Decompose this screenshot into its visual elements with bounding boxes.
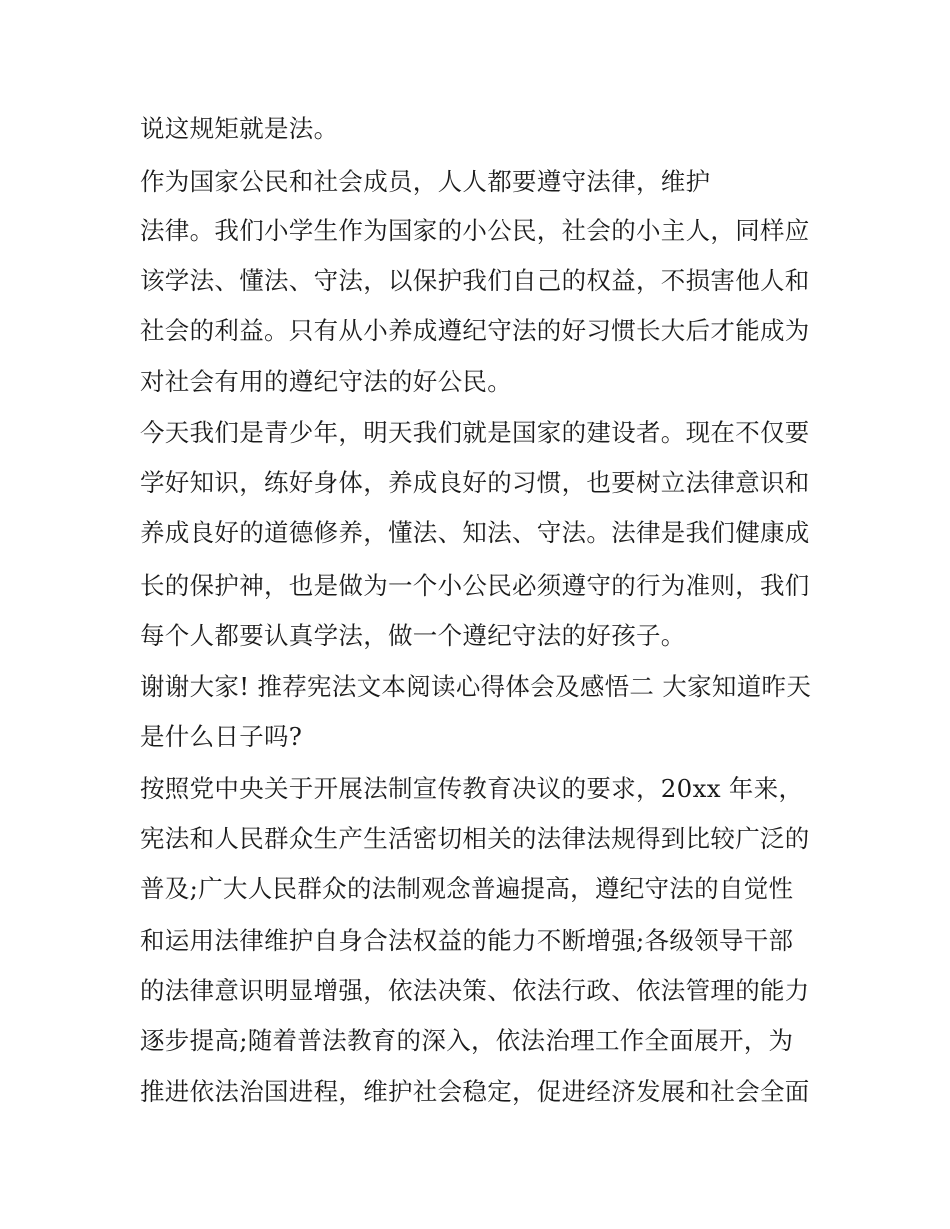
text-line: 养成良好的道德修养，懂法、知法、守法。法律是我们健康成	[140, 518, 810, 547]
text-line: 逐步提高;随着普法教育的深入，依法治理工作全面展开，为	[140, 1026, 794, 1055]
text-line: 的法律意识明显增强，依法决策、依法行政、依法管理的能力	[140, 976, 810, 1005]
text-line: 宪法和人民群众生产生活密切相关的法律法规得到比较广泛的	[140, 824, 810, 853]
text-line: 按照党中央关于开展法制宣传教育决议的要求，20xx 年来，	[140, 774, 804, 803]
text-line: 该学法、懂法、守法，以保护我们自己的权益，不损害他人和	[140, 266, 810, 295]
text-line: 社会的利益。只有从小养成遵纪守法的好习惯长大后才能成为	[140, 316, 810, 345]
text-line: 和运用法律维护自身合法权益的能力不断增强;各级领导干部	[140, 926, 794, 955]
text-line: 今天我们是青少年，明天我们就是国家的建设者。现在不仅要	[140, 418, 810, 447]
text-line: 长的保护神，也是做为一个小公民必须遵守的行为准则，我们	[140, 571, 810, 600]
text-line: 对社会有用的遵纪守法的好公民。	[140, 367, 512, 396]
text-line: 谢谢大家! 推荐宪法文本阅读心得体会及感悟二 大家知道昨天	[140, 672, 812, 701]
text-line: 是什么日子吗?	[140, 722, 303, 751]
text-line: 学好知识，练好身体，养成良好的习惯，也要树立法律意识和	[140, 468, 810, 497]
text-line: 推进依法治国进程，维护社会稳定，促进经济发展和社会全面	[140, 1077, 810, 1106]
text-line: 每个人都要认真学法，做一个遵纪守法的好孩子。	[140, 621, 686, 650]
text-line: 作为国家公民和社会成员，人人都要遵守法律，维护	[140, 167, 711, 196]
text-line: 说这规矩就是法。	[140, 114, 339, 143]
text-line: 法律。我们小学生作为国家的小公民，社会的小主人，同样应	[140, 216, 810, 245]
text-line: 普及;广大人民群众的法制观念普遍提高，遵纪守法的自觉性	[140, 874, 794, 903]
